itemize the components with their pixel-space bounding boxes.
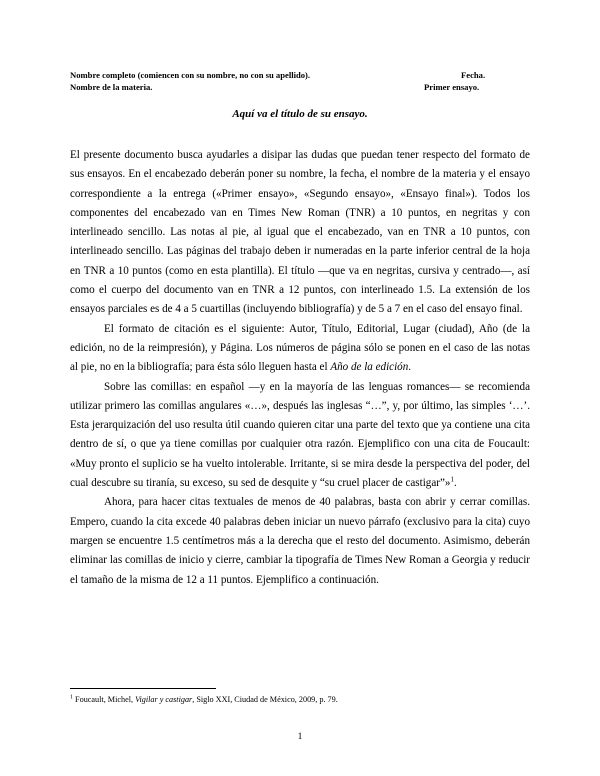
essay-body — [70, 146, 530, 590]
footnote-rest: , Siglo XXI, Ciudad de México, 2009, p. 79. — [192, 695, 338, 704]
paragraph-1: El presente documento busca ayudarles a disipar las dudas que puedan tener respecto del formato de sus ensayos. En el encabezado deberán poner su nombre, la fecha, el nombre de la materia y el ensayo correspondiente a la entrega («Primer ensayo», «Segundo ensayo», «Ensayo final»). Todos los componentes del encabezado van en Times New Roman (TNR) a 10 puntos, en negritas y con interlineado sencillo. Las notas al pie, al igual que el encabezado, van en TNR a 10 puntos, con interlineado sencillo. Las páginas del trabajo deben ir numeradas en la parte inferior central de la hoja en TNR a 10 puntos (como en esta plantilla). El título —que va en negritas, cursiva y centrado—, así como el cuerpo del documento van en TNR a 12 puntos, con interlineado 1.5. La extensión de los ensayos parciales es de 4 a 5 cuartillas (incluyendo bibliografía) y de 5 a 7 en el caso del ensayo final. — [70, 149, 530, 316]
footnote-book-title: Vigilar y castigar — [135, 695, 193, 704]
footnote-reference[interactable]: 1 — [450, 475, 454, 484]
footnote — [70, 694, 530, 705]
header-line-1 — [70, 70, 530, 81]
essay-title: Aquí va el título de su ensayo. — [232, 108, 368, 120]
header-essay: Primer ensayo. — [424, 82, 480, 92]
footnote-author: Foucault, Michel, — [75, 695, 136, 704]
header-subject: Nombre de la materia. — [70, 82, 153, 92]
footnote-separator — [70, 688, 216, 689]
paragraph-2-text: El formato de citación es el siguiente: Autor, Título, Editorial, Lugar (ciudad), Año (de la edición, no de la reimpresión), y Página. Los números de página sólo se ponen en el caso de las notas al pie, no en la bibliografía; para ésta sólo lleguen hasta el — [70, 322, 530, 374]
footnote-number: 1 — [70, 694, 73, 701]
header-name: Nombre completo (comiencen con su nombre, no con su apellido). — [70, 70, 311, 80]
page-number: 1 — [297, 732, 303, 742]
paragraph-3-text: Sobre las comillas: en español —y en la mayoría de las lenguas romances— se recomienda utilizar primero las comillas angulares «…», después las inglesas “…”, y, por último, las simples ‘…’. Esta jerarquización del uso resulta útil cuando quieren citar una parte del texto que ya contiene una cita dentro de sí, o que ya tiene comillas por cualquier otra razón. Ejemplifico con una cita de Foucault: «Muy pronto el suplicio se ha vuelto intolerable. Irritante, si se mira desde la perspectiva del poder, del cual descubre su tiranía, su exceso, su sed de desquite y “su cruel placer de castigar”» — [70, 380, 530, 490]
paragraph-3-end: . — [453, 477, 457, 490]
paragraph-2-italic: Año de la edición — [330, 361, 409, 374]
header-date: Fecha. — [461, 70, 486, 80]
paragraph-2 — [70, 320, 530, 378]
header-line-2 — [70, 82, 530, 93]
paragraph-4: Ahora, para hacer citas textuales de menos de 40 palabras, basta con abrir y cerrar comillas. Empero, cuando la cita excede 40 palabras deben iniciar un nuevo párrafo (exclusivo para la cita) cuyo margen se encuentre 1.5 centímetros más a la derecha que el resto del documento. Asimismo, deberán eliminar las comillas de inicio y cierre, cambiar la tipografía de Times New Roman a Georgia y reducir el tamaño de la misma de 12 a 11 puntos. Ejemplifico a continuación. — [70, 496, 530, 586]
paragraph-2-end: . — [408, 361, 412, 374]
paragraph-3 — [70, 378, 530, 494]
